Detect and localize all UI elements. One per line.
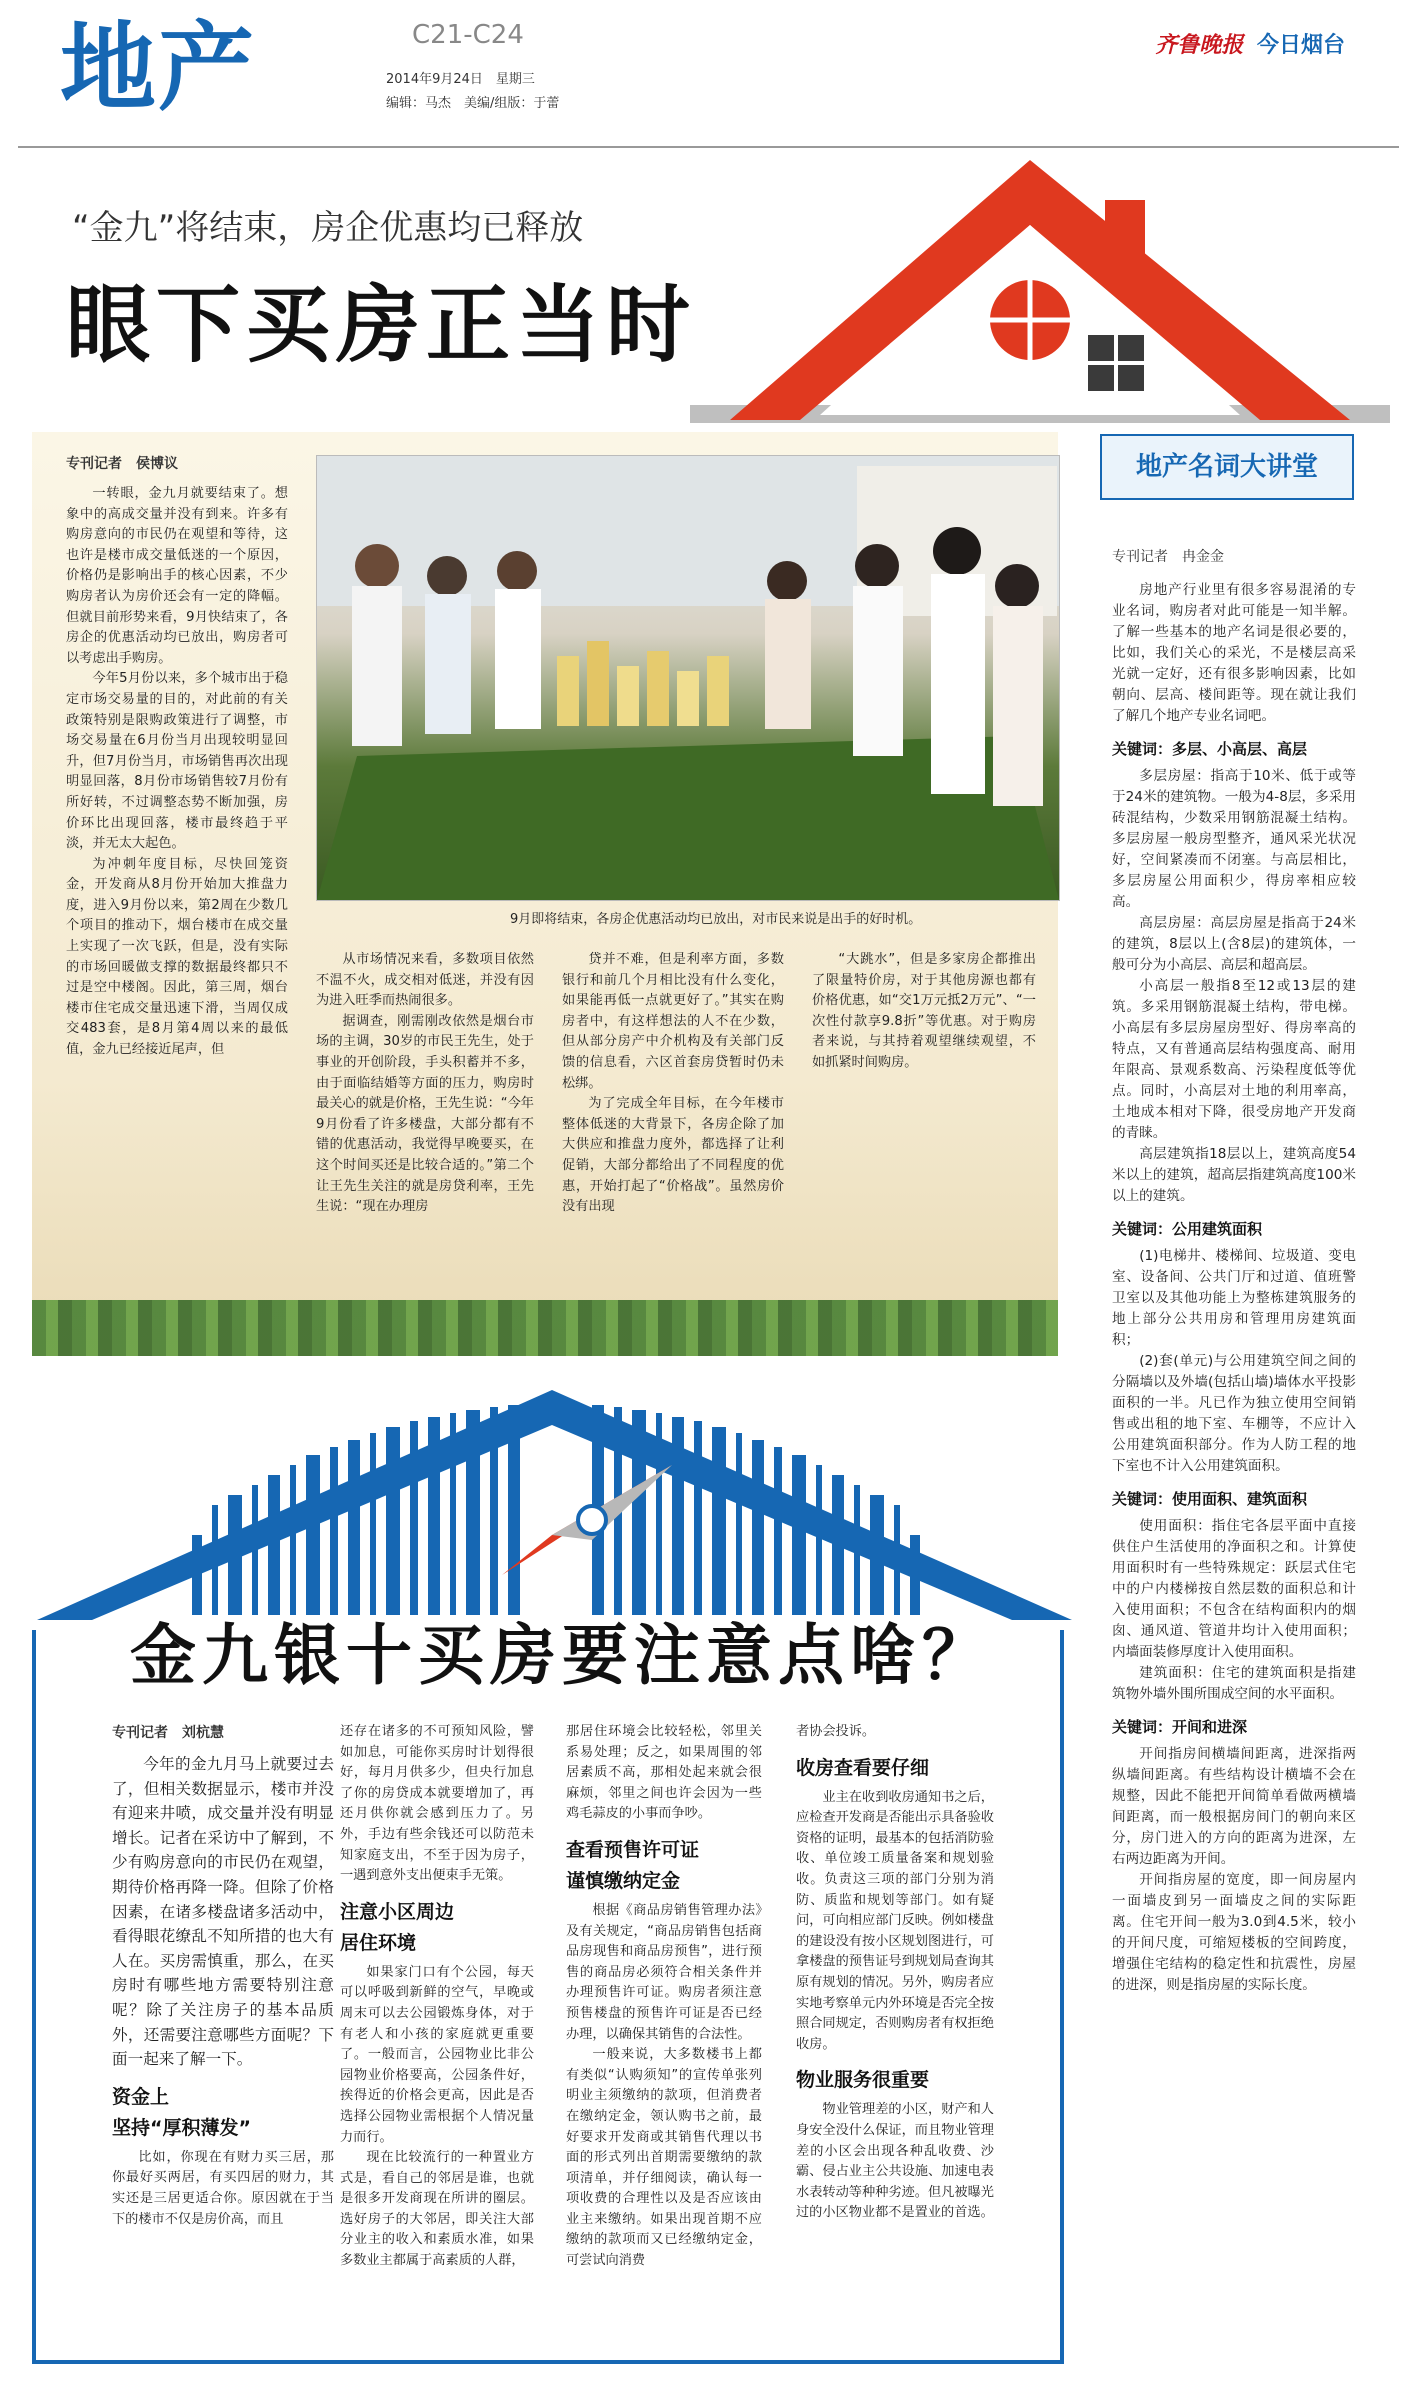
- keyword-para: 使用面积：指住宅各层平面中直接供住户生活使用的净面积之和。计算使用面积时有一些特殊规定：跃层式住宅中的户内楼梯按自然层数的面积总和计入使用面积；不包含在结构面积内的烟囱、通风道、管道井均计入使用面积；内墙面装修厚度计入使用面积。: [1112, 1518, 1356, 1660]
- sidebar-body: [1112, 580, 1356, 1996]
- story2-col2-body: [340, 1722, 534, 1887]
- keyword-para: 高层房屋：高层房屋是指高于24米的建筑，8层以上(含8层)的建筑体，一般可分为小高层、高层和超高层。: [1112, 915, 1356, 973]
- sales-model-photo: [316, 455, 1060, 901]
- story2-lead: [112, 1752, 334, 2072]
- compass-needle-grey: [552, 1465, 672, 1540]
- story1-col2-para: 从市场情况来看，多数项目依然不温不火，成交相对低迷，并没有因为进入旺季而热闹很多。: [316, 952, 534, 1009]
- masthead: [1155, 28, 1345, 59]
- story2-subhead: 资金上: [112, 2085, 170, 2108]
- story1-col1-para: 为冲刺年度目标，尽快回笼资金，开发商从8月份开始加大推盘力度，进入9月份以来，第2周在少数几个项目的推动下，烟台楼市在成交量上实现了一次飞跃，但是，没有实际的市场回暖做支撑的数据最终都只不过是空中楼阁。因此，第三周，烟台楼市住宅成交量迅速下滑，当周仅成交483套，是8月第4周以来的最低值，金九已经接近尾声，但: [66, 856, 288, 1058]
- story2-para: 一般来说，大多数楼书上都有类似“认购须知”的宣传单张列明业主须缴纳的款项，但消费者在缴纳定金，领认购书之前，最好要求开发商或其销售代理以书面的形式列出首期需要缴纳的款项清单，并仔细阅读，确认每一项收费的合理性以及是否应该由业主来缴纳。如果出现首期不应缴纳的款项而又已经缴纳定金，可尝试向消费: [566, 2047, 762, 2269]
- sidebar-byline: 专刊记者 冉金金: [1112, 549, 1224, 565]
- story2-col4-body: [796, 1788, 994, 2056]
- edition-name: 今日烟台: [1256, 33, 1345, 58]
- header-rule: [18, 146, 1399, 148]
- sidebar-intro: 房地产行业里有很多容易混淆的专业名词，购房者对此可能是一知半解。了解一些基本的地产名词是很必要的，比如，我们关心的采光，不是楼层高采光就一定好，还有很多影响因素，比如朝向、层高、楼间距等。现在就让我们了解几个地产专业名词吧。: [1112, 582, 1356, 724]
- story1-col2-para: 据调查，刚需刚改依然是烟台市场的主调，30岁的市民王先生，处于事业的开创阶段，手头积蓄并不多，由于面临结婚等方面的压力，购房时最关心的就是价格，王先生说：“今年9月份看了许多楼盘，大部分都有不错的优惠活动，我觉得早晚要买，在这个时间买还是比较合适的。”第二个让王先生关注的就是房贷利率，王先生说：“现在办理房: [316, 1013, 534, 1215]
- keyword-para: 小高层一般指8至12或13层的建筑。多采用钢筋混凝土结构，带电梯。小高层有多层房屋房型好、得房率高的特点，又有普通高层结构强度高、耐用年限高、景观系数高、污染程度低等优点。同时，小高层对土地的利用率高，土地成本相对下降，很受房地产开发商的青睐。: [1112, 978, 1356, 1141]
- plants-border: [32, 1300, 1058, 1356]
- story1-headline: 眼下买房正当时: [66, 276, 697, 374]
- story1-col3-para: 为了完成全年目标，在今年楼市整体低迷的大背景下，各房企除了加大供应和推盘力度外，都选择了让利促销，大部分都给出了不同程度的优惠，开始打起了“价格战”。虽然房价没有出现: [562, 1096, 784, 1215]
- story2-para: 那居住环境会比较轻松，邻里关系易处理；反之，如果周围的邻居素质不高，那相处起来就会很麻烦，邻里之间也许会因为一些鸡毛蒜皮的小事而争吵。: [566, 1724, 762, 1822]
- story1-byline: 专刊记者 侯博议: [66, 456, 178, 472]
- sidebar-title: 地产名词大讲堂: [1135, 452, 1318, 482]
- photo-illustration: [317, 456, 1059, 900]
- keyword-para: (2)套(单元)与公用建筑空间之间的分隔墙以及外墙(包括山墙)墙体水平投影面积的一半。凡已作为独立使用空间销售或出租的地下室、车棚等，不应计入公用建筑面积部分。作为人防工程的地下室也不计入公用建筑面积。: [1112, 1353, 1356, 1474]
- story2-col4: [796, 1722, 994, 2224]
- page-range: C21-C24: [412, 20, 524, 50]
- keyword-heading: 关键词：公用建筑面积: [1112, 1220, 1263, 1238]
- story2-col1: [112, 1752, 334, 2230]
- story2-subhead: 坚持“厚积薄发”: [112, 2116, 251, 2139]
- story2-col3-body: [566, 1722, 762, 1825]
- brand-name: 齐鲁晚报: [1155, 32, 1244, 58]
- story2-para: 还存在诸多的不可预知风险，譬如加息，可能你买房时计划得很好，每月月供多少，但央行加息了你的房贷成本就要增加了，再还月供你就会感到压力了。另外，手边有些余钱还可以防范未知家庭支出，不至于因为房子，一遇到意外支出便束手无策。: [340, 1724, 534, 1884]
- chimney: [1105, 200, 1145, 270]
- story2-subhead: 居住环境: [340, 1931, 417, 1954]
- story1-col2: [316, 950, 534, 1218]
- story2-col2: [340, 1722, 534, 2272]
- story2-para: 现在比较流行的一种置业方式是，看自己的邻居是谁，也就是很多开发商现在所讲的圈层。选好房子的大邻居，即关注大部分业主的收入和素质水准，如果多数业主都属于高素质的人群，: [340, 2150, 534, 2269]
- keyword-para: (1)电梯井、楼梯间、垃圾道、变电室、设备间、公共门厅和过道、值班警卫室以及其他功能上为整栋建筑服务的地上部分公共用房和管理用房建筑面积；: [1112, 1248, 1356, 1348]
- story2-col2-body: [340, 1963, 534, 2272]
- editor-credits: 编辑：马杰 美编/组版：于蕾: [386, 96, 560, 111]
- keyword-para: 开间指房间横墙间距离，进深指两纵墙间距离。有些结构设计横墙不会在规整，因此不能把开间简单看做两横墙间距离，而一般根据房间门的朝向来区分，房门进入的方向的距离为进深，左右两边距离为开间。: [1112, 1746, 1356, 1867]
- story2-subhead: 注意小区周边: [340, 1900, 455, 1923]
- section-title: 地产: [60, 12, 256, 124]
- story2-col4-body: [796, 1722, 994, 1743]
- story1-col4-para: “大跳水”，但是多家房企都推出了限量特价房，对于其他房源也都有价格优惠，如“交1万元抵2万元”、“一次性付款享9.8折”等优惠。对于购房者来说，与其持着观望继续观望，不如抓紧时间购房。: [812, 952, 1036, 1070]
- keyword-heading: 关键词：开间和进深: [1112, 1718, 1248, 1736]
- story1-col1-para: 一转眼，金九月就要结束了。想象中的高成交量并没有到来。许多有购房意向的市民仍在观望和等待，这也许是楼市成交量低迷的一个原因，价格仍是影响出手的核心因素，不少购房者认为房价还会有一定的降幅。但就目前形势来看，9月快结束了，各房企的优惠活动均已放出，购房者可以考虑出手购房。: [66, 486, 288, 666]
- keyword-para: 多层房屋：指高于10米、低于或等于24米的建筑物。一般为4-8层，多采用砖混结构，少数采用钢筋混凝土结构。多层房屋一般房型整齐，通风采光状况好，空间紧凑而不闭塞。与高层相比，多层房屋公用面积少，得房率相应较高。: [1112, 768, 1356, 910]
- house-roof-illustration: [650, 150, 1410, 450]
- keyword-para: 开间指房屋的宽度，即一间房屋内一面墙皮到另一面墙皮之间的实际距离。住宅开间一般为3.0到4.5米，较小的开间尺度，可缩短楼板的空间跨度，增强住宅结构的稳定性和抗震性，房屋的进深，则是指房屋的实际长度。: [1112, 1872, 1356, 1993]
- story2-col1-body: [112, 2148, 334, 2230]
- story1-kicker: “金九”将结束，房企优惠均已释放: [72, 208, 584, 248]
- story2-byline: 专刊记者 刘杭慧: [112, 1725, 224, 1741]
- story2-subhead: 物业服务很重要: [796, 2069, 930, 2092]
- story1-col4: [812, 950, 1036, 1074]
- story2-para: 根据《商品房销售管理办法》及有关规定，“商品房销售包括商品房现售和商品房预售”，进行预售的商品房必须符合相关条件并办理预售许可证。购房者须注意预售楼盘的预售许可证是否已经办理，以确保其销售的合法性。: [566, 1902, 762, 2042]
- story2-col3-body: [566, 1901, 762, 2272]
- story2-subhead: 查看预售许可证: [566, 1838, 700, 1861]
- keyword-para: 建筑面积：住宅的建筑面积是指建筑物外墙外围所围成空间的水平面积。: [1112, 1665, 1356, 1702]
- story2-para: 者协会投诉。: [796, 1724, 876, 1739]
- story2-col4-body: [796, 2100, 994, 2224]
- story2-para: 物业管理差的小区，财产和人身安全没什么保证，而且物业管理差的小区会出现各种乱收费、沙霸、侵占业主公共设施、加速电表水表转动等种种劣迹。但凡被曝光过的小区物业都不是置业的首选。: [796, 2102, 994, 2221]
- keyword-para: 高层建筑指18层以上，建筑高度54米以上的建筑，超高层指建筑高度100米以上的建筑。: [1112, 1146, 1356, 1204]
- issue-date: 2014年9月24日 星期三: [386, 72, 535, 87]
- photo-caption: 9月即将结束，各房企优惠活动均已放出，对市民来说是出手的好时机。: [510, 912, 922, 927]
- story2-subhead: 收房查看要仔细: [796, 1756, 930, 1779]
- compass-pivot: [578, 1506, 606, 1534]
- story2-lead-para: 今年的金九月马上就要过去了，但相关数据显示，楼市并没有迎来井喷，成交量并没有明显增长。记者在采访中了解到，不少有购房意向的市民仍在观望，期待价格再降一降。但除了价格因素，在诸多楼盘诸多活动中，看得眼花缭乱不知所措的也大有人在。买房需慎重，那么，在买房时有哪些地方需要特别注意呢？除了关注房子的基本品质外，还需要注意哪些方面呢？下面一起来了解一下。: [112, 1755, 334, 2069]
- story2-para: 业主在收到收房通知书之后，应检查开发商是否能出示具备验收资格的证明，最基本的包括消防验收、单位竣工质量备案和规划验收。负责这三项的部门分别为消防、质监和规划等部门。如有疑问，可向相应部门反映。例如楼盘的建设没有按小区规划图进行，可拿楼盘的预售证号到规划局查询其原有规划的情况。另外，购房者应实地考察单元内外环境是否完全按照合同规定，否则购房者有权拒绝收房。: [796, 1789, 994, 2052]
- keyword-heading: 关键词：多层、小高层、高层: [1112, 740, 1308, 758]
- story1-col3-para: 贷并不难，但是利率方面，多数银行和前几个月相比没有什么变化，如果能再低一点就更好了。”其实在购房者中，有这样想法的人不在少数，但从部分房产中介机构及有关部门反馈的信息看，六区首套房贷暂时仍未松绑。: [562, 952, 784, 1091]
- story1-col1: [66, 484, 288, 1061]
- keyword-heading: 关键词：使用面积、建筑面积: [1112, 1490, 1308, 1508]
- story2-col3: [566, 1722, 762, 2272]
- story2-headline: 金九银十买房要注意点啥？: [130, 1617, 994, 1694]
- story2-subhead: 谨慎缴纳定金: [566, 1869, 681, 1892]
- story1-col3: [562, 950, 784, 1218]
- story2-para: 比如，你现在有财力买三居，那你最好买两居，有买四居的财力，其实还是三居更适合你。原因就在于当下的楼市不仅是房价高，而且: [112, 2149, 334, 2227]
- story2-para: 如果家门口有个公园，每天可以呼吸到新鲜的空气，早晚或周末可以去公园锻炼身体，对于有老人和小孩的家庭就更重要了。一般而言，公园物业比非公园物业价格要高，公园条件好，挨得近的价格会更高，因此是否选择公园物业需根据个人情况量力而行。: [340, 1964, 534, 2145]
- story1-col1-para: 今年5月份以来，多个城市出于稳定市场交易量的目的，对此前的有关政策特别是限购政策进行了调整，市场交易量在6月份当月出现较明显回升，但7月份当月，市场销售再次出现明显回落，8月份市场销售较7月份有所好转，不过调整态势不断加强，房价环比出现回落，楼市最终趋于平淡，并无太大起色。: [66, 671, 288, 852]
